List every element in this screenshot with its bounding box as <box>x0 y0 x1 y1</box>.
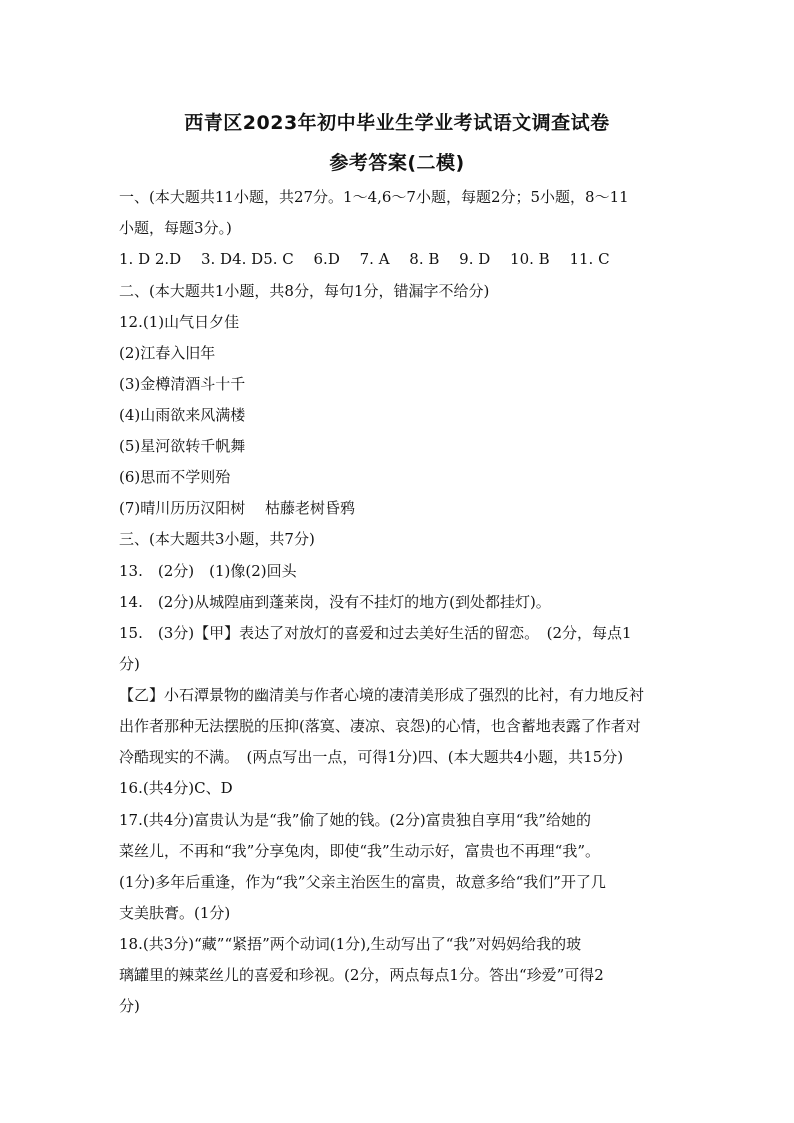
answer-line: 17.(共4分)富贵认为是“我”偷了她的钱。(2分)富贵独自享用“我”给她的 <box>119 811 592 829</box>
document-title: 西青区2023年初中毕业生学业考试语文调查试卷 <box>184 112 610 134</box>
answer-line: 菜丝儿，不再和“我”分享兔肉，即使“我”生动示好，富贵也不再理“我”。 <box>119 842 601 860</box>
answer-line: 璃罐里的辣菜丝儿的喜爱和珍视。(2分，两点每点1分。答出“珍爱”可得2 <box>119 966 604 984</box>
answer-line: (7)晴川历历汉阳树 枯藤老树昏鸦 <box>119 499 356 517</box>
answer-line: 出作者那种无法摆脱的压抑(落寞、凄凉、哀怨)的心情，也含蓄地表露了作者对 <box>119 717 641 735</box>
answer-line: 三、(本大题共3小题，共7分) <box>119 530 315 548</box>
answer-line: 支美肤膏。(1分) <box>119 904 231 922</box>
answer-line: 一、(本大题共11小题，共27分。1～4,6～7小题，每题2分；5小题，8～11 <box>119 188 629 206</box>
answer-line: (4)山雨欲来风满楼 <box>119 406 246 424</box>
answer-line: 14. (2分)从城隍庙到蓬莱岗，没有不挂灯的地方(到处都挂灯)。 <box>119 593 551 611</box>
answer-line: 15. (3分)【甲】表达了对放灯的喜爱和过去美好生活的留恋。 (2分，每点1 <box>119 624 632 642</box>
answer-line: 12.(1)山气日夕佳 <box>119 313 240 331</box>
answer-line: 【乙】小石潭景物的幽清美与作者心境的凄清美形成了强烈的比衬，有力地反衬 <box>119 686 645 704</box>
answer-line: 18.(共3分)“藏”“紧捂”两个动词(1分),生动写出了“我”对妈妈给我的玻 <box>119 935 582 953</box>
answer-line: 二、(本大题共1小题，共8分，每句1分，错漏字不给分) <box>119 282 490 300</box>
answer-line: (5)星河欲转千帆舞 <box>119 437 246 455</box>
answer-line: 13. (2分) (1)像(2)回头 <box>119 562 297 580</box>
answer-line: (3)金樽清酒斗十千 <box>119 375 246 393</box>
answer-line: (2)江春入旧年 <box>119 344 216 362</box>
answer-line: 分) <box>119 997 140 1015</box>
answer-line: 分) <box>119 655 140 673</box>
document-subtitle: 参考答案(二模) <box>329 152 465 174</box>
answer-line: 1. D 2.D 3. D4. D5. C 6.D 7. A 8. B 9. D 10. B 11. C <box>119 250 610 268</box>
answer-line: 小题，每题3分。) <box>119 219 232 237</box>
answer-line: 冷酷现实的不满。 (两点写出一点，可得1分)四、(本大题共4小题，共15分) <box>119 748 624 766</box>
answer-line: 16.(共4分)C、D <box>119 779 233 797</box>
answer-line: (6)思而不学则殆 <box>119 468 231 486</box>
answer-line: (1分)多年后重逢，作为“我”父亲主治医生的富贵，故意多给“我们”开了几 <box>119 873 606 891</box>
